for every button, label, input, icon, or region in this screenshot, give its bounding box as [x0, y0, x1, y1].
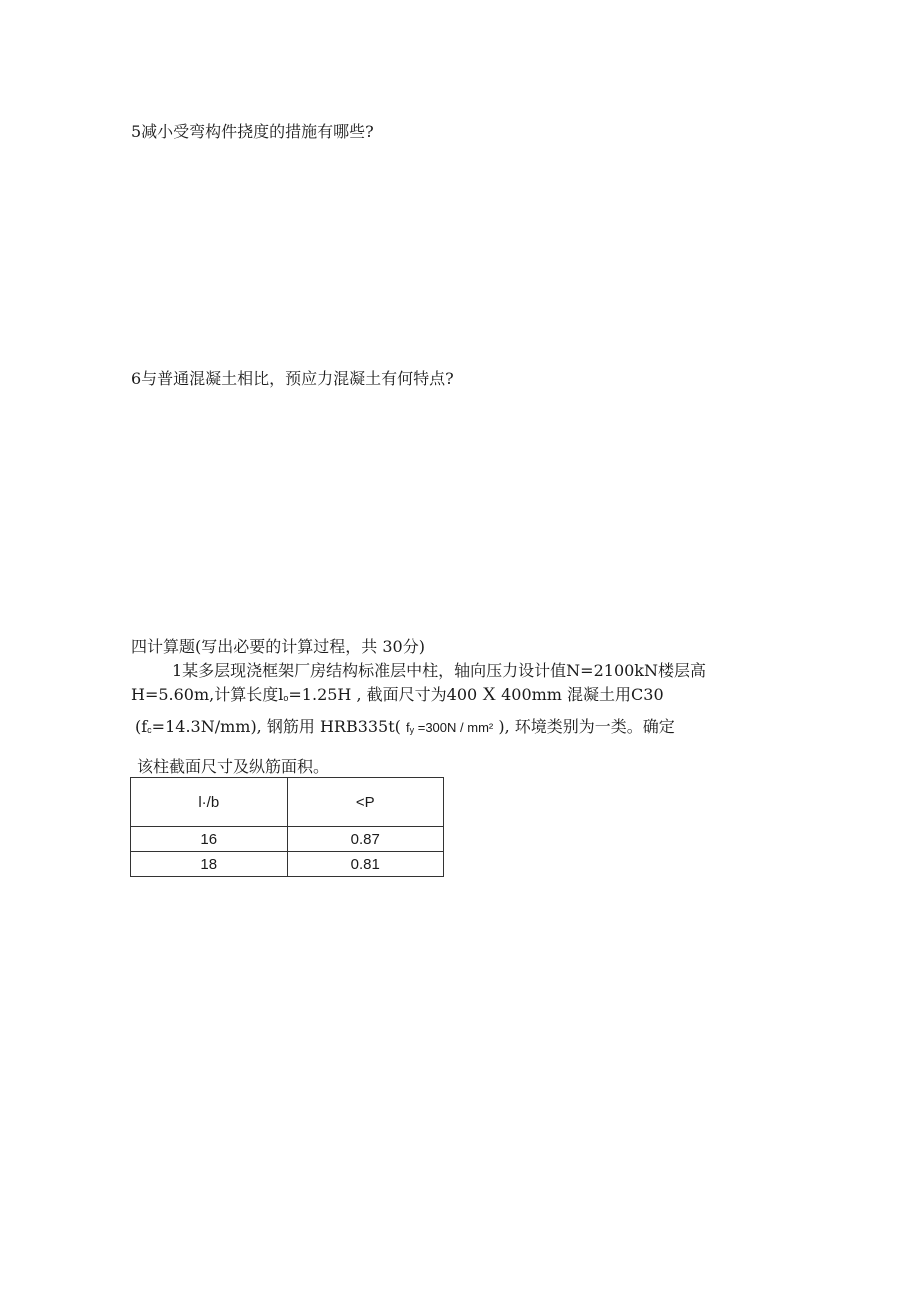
problem-1-line-4: 该柱截面尺寸及纵筋面积。 [137, 757, 330, 776]
table-header-row [131, 778, 444, 827]
problem-1-line-3a: (f [135, 717, 148, 736]
stability-coefficient-table [130, 777, 444, 877]
problem-1-line-2b: =1.25H , 截面尺寸为400 [288, 685, 483, 704]
lo-subscript: o [283, 693, 289, 703]
problem-1-line-2a: H=5.60m,计算长度l [131, 685, 284, 704]
problem-1-line-3 [135, 717, 675, 740]
table-cell: 0.81 [287, 852, 444, 877]
fy-symbol: f [406, 720, 410, 735]
fc-subscript: c [147, 725, 152, 735]
table-cell: 16 [131, 827, 288, 852]
question-5: 5减小受弯构件挠度的措施有哪些? [131, 122, 374, 141]
problem-1-line-1: 1某多层现浇框架厂房结构标准层中柱，轴向压力设计值N=2100kN楼层高 [172, 661, 707, 680]
fy-subscript: y [409, 725, 415, 735]
problem-1-line-2c: 400mm 混凝土用C30 [496, 685, 664, 704]
table-cell: 18 [131, 852, 288, 877]
table-row [131, 827, 444, 852]
table-cell: 0.87 [287, 827, 444, 852]
fy-value: =300N / mm² [414, 720, 494, 735]
problem-1-line-3c: ), 环境类别为一类。确定 [493, 717, 675, 736]
table-row [131, 852, 444, 877]
section-heading: 四计算题(写出必要的计算过程，共 30分) [131, 637, 425, 656]
problem-1-line-2 [131, 685, 664, 708]
problem-1-line-3b: =14.3N/mm), 钢筋用 HRB335t( [151, 717, 406, 736]
times-symbol: X [482, 684, 496, 705]
table-header-cell: l·/b [131, 778, 288, 827]
table-header-cell: <P [287, 778, 444, 827]
question-6: 6与普通混凝土相比，预应力混凝土有何特点? [131, 369, 454, 388]
